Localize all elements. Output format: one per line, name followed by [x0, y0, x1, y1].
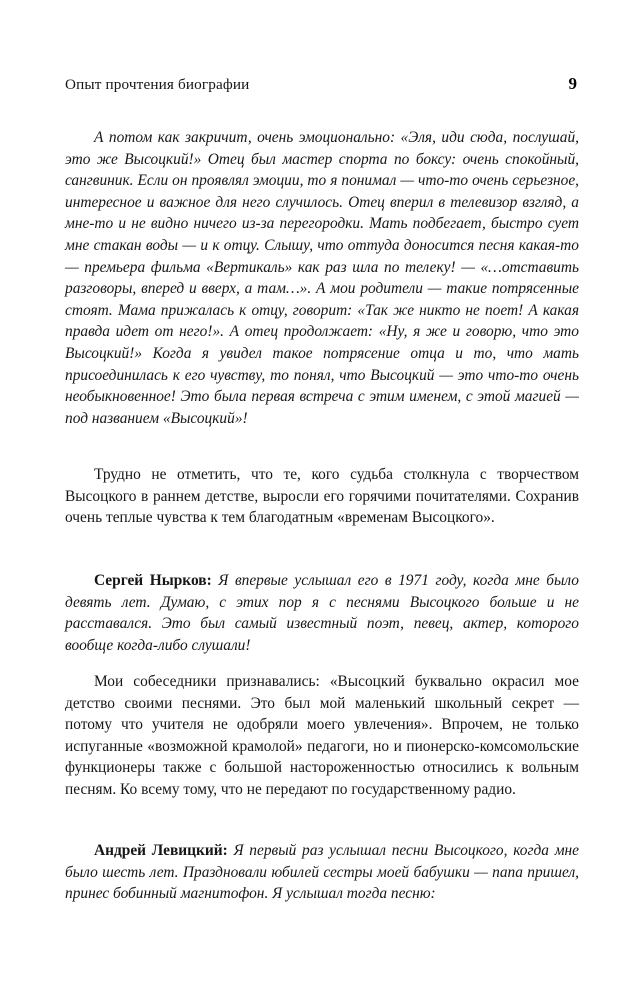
running-head	[65, 74, 579, 94]
paragraph-text: Мои собеседники признавались: «Высоцкий буквально окрасил мое детство своими песнями. Это был мой маленький школьный секрет — потому что учителя не одобряли моего увлечения». Впрочем, не только испуганные «возможной крамолой» педагоги, но и пионерско-комсомольские функционеры также с большой настороженностью относились к вольным песням. Ко всему тому, что не передают по государственному радио.	[65, 673, 579, 798]
commentary-paragraph-one	[65, 464, 579, 529]
paragraph-text: А потом как закричит, очень эмоционально: «Эля, иди сюда, послушай, это же Высоцкий!» Отец был мастер спорта по боксу: очень спокойный, сангвиник. Если он проявлял эмоции, то я понимал — что-то очень серьезное, интересное и важное для него случилось. Отец вперил в телевизор взгляд, а мне-то и не видно ничего из-за перегородки. Мать подбегает, быстро сует мне стакан воды — и к отцу. Слышу, что оттуда доносится песня какая-то — премьера фильма «Вертикаль» как раз шла по телеку! — «…отставить разговоры, вперед и вверх, а там…». А мои родители — такие потрясенные стоят. Мама прижалась к отцу, говорит: «Так же никто не поет! А какая правда идет от него!». А отец продолжает: «Ну, я же и говорю, что это Высоцкий!» Когда я увидел такое потрясение отца и то, что мать присоединилась к его чувству, то понял, что Высоцкий — это что-то очень необыкновенное! Это была первая встреча с этим именем, с этой магией — под названием «Высоцкий»!	[65, 129, 579, 427]
paragraph-text: Трудно не отметить, что те, кого судьба столкнула с творчеством Высоцкого в раннем детстве, выросли его горячими почитателями. Сохранив очень теплые чувства к тем благодатным «временам Высоцкого».	[65, 466, 579, 527]
quote-body-nyrkov: Я впервые услышал его в 1971 году, когда мне было девять лет. Думаю, с этих пор я с песнями Высоцкого больше и не расставался. Это был самый известный поэт, певец, актер, которого вообще когда-либо слушали!	[65, 572, 579, 654]
page-number: 9	[568, 74, 577, 93]
speaker-name-nyrkov: Сергей Нырков:	[94, 572, 212, 589]
quotation-paragraph-anecdote	[65, 127, 579, 429]
paragraph-text	[65, 570, 579, 656]
paragraph-text	[65, 840, 579, 905]
running-head-title: Опыт прочтения биографии	[65, 76, 250, 93]
quote-body-levitsky: Я первый раз услышал песни Высоцкого, когда мне было шесть лет. Праздновали юбилей сестры моей бабушки — папа пришел, принес бобинный магнитофон. Я услышал тогда песню:	[65, 842, 580, 903]
commentary-paragraph-two	[65, 671, 579, 801]
speaker-name-levitsky: Андрей Левицкий:	[94, 842, 228, 859]
interview-quote-nyrkov	[65, 570, 579, 656]
interview-quote-levitsky	[65, 840, 579, 905]
